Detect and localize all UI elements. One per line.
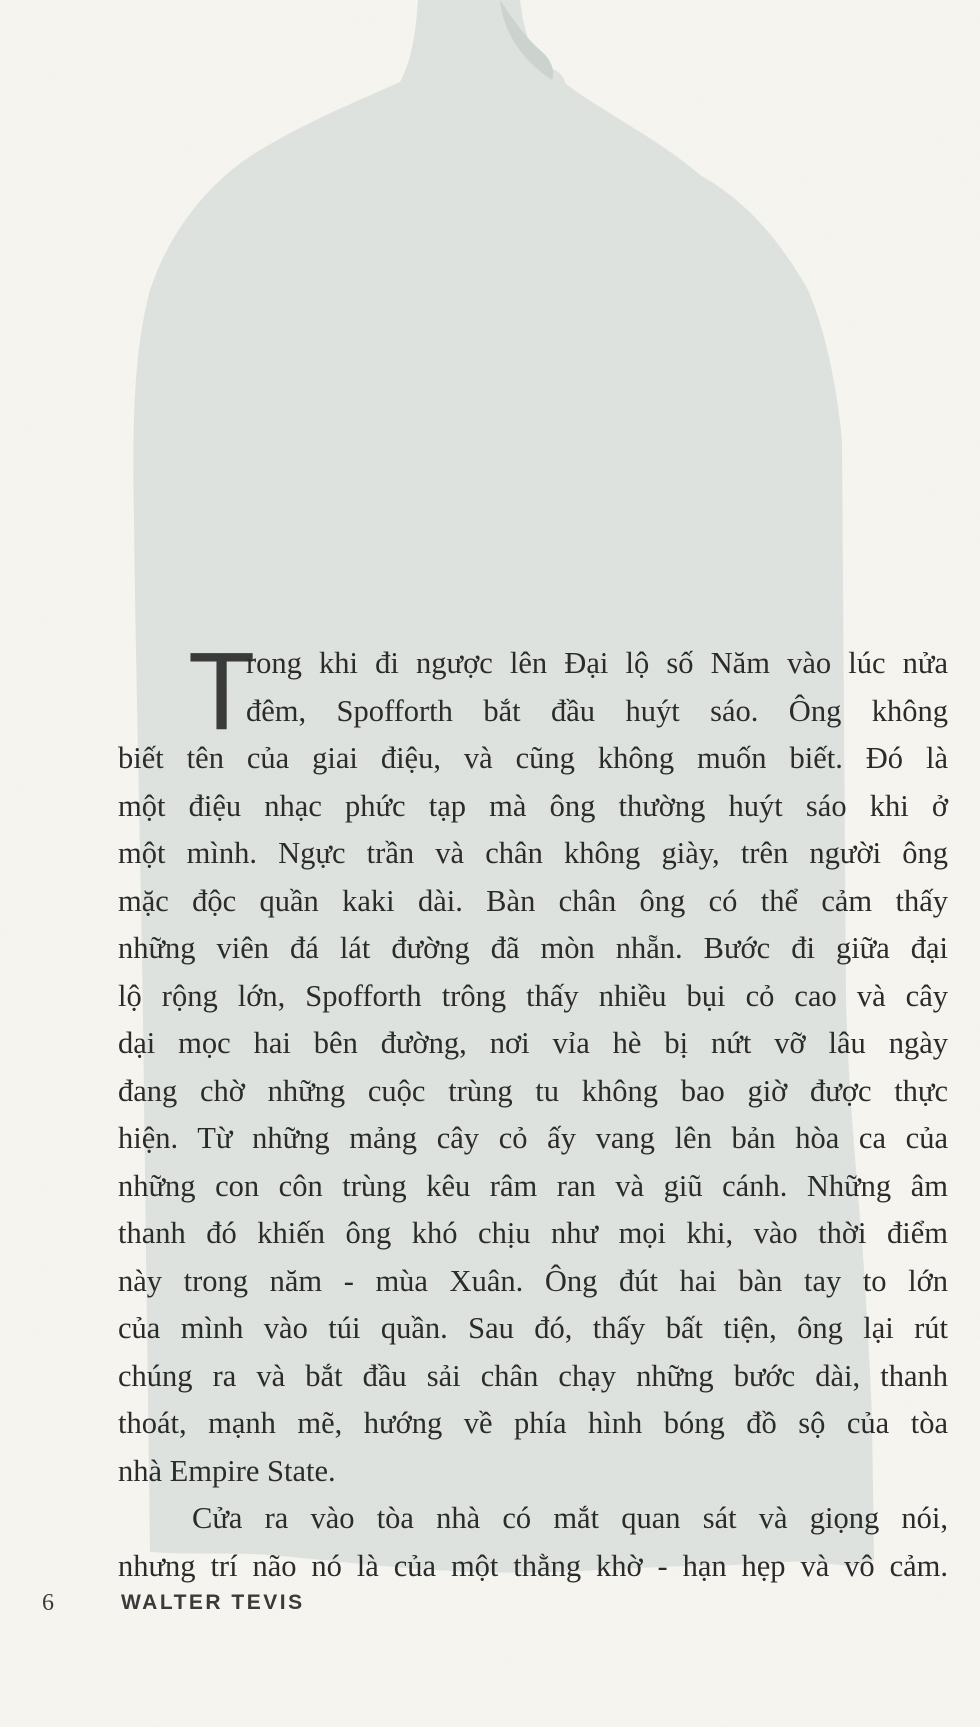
text-line: hiện. Từ những mảng cây cỏ ấy vang lên bản hòa ca của — [118, 1121, 948, 1155]
text-line: mặc độc quần kaki dài. Bàn chân ông có thể cảm thấy — [118, 883, 948, 918]
text-line: những con côn trùng kêu râm ran và giũ cánh. Những âm — [118, 1168, 948, 1203]
paragraph — [118, 640, 948, 1495]
text-line: biết tên của giai điệu, và cũng không muốn biết. Đó là — [118, 741, 948, 775]
chapter-body-text — [118, 640, 948, 1590]
text-line: dại mọc hai bên đường, nơi vỉa hè bị nứt vỡ lâu ngày — [118, 1026, 948, 1060]
text-line: một điệu nhạc phức tạp mà ông thường huýt sáo khi ở — [118, 788, 948, 823]
text-line: nhà Empire State. — [118, 1453, 336, 1488]
text-line: lộ rộng lớn, Spofforth trông thấy nhiều bụi cỏ cao và cây — [118, 978, 948, 1013]
text-line: một mình. Ngực trần và chân không giày, trên người ông — [118, 836, 948, 870]
text-line: nhưng trí não nó là của một thằng khờ - hạn hẹp và vô cảm. — [118, 1548, 948, 1583]
running-head-author: WALTER TEVIS — [121, 1591, 305, 1614]
text-line: đêm, Spofforth bắt đầu huýt sáo. Ông không — [246, 693, 948, 728]
text-line: những viên đá lát đường đã mòn nhẵn. Bước đi giữa đại — [118, 931, 948, 965]
text-line: này trong năm - mùa Xuân. Ông đút hai bàn tay to lớn — [118, 1263, 948, 1298]
text-line: rong khi đi ngược lên Đại lộ số Năm vào lúc nửa — [246, 646, 948, 680]
text-line: chúng ra và bắt đầu sải chân chạy những bước dài, thanh — [118, 1358, 948, 1393]
paragraph — [118, 1495, 948, 1590]
drop-cap: T — [188, 630, 256, 753]
page-footer — [0, 1590, 980, 1630]
page-number: 6 — [42, 1590, 54, 1616]
text-line: thoát, mạnh mẽ, hướng về phía hình bóng đồ sộ của tòa — [118, 1406, 948, 1440]
text-line: đang chờ những cuộc trùng tu không bao giờ được thực — [118, 1073, 948, 1108]
text-line: của mình vào túi quần. Sau đó, thấy bất tiện, ông lại rút — [118, 1311, 948, 1345]
text-line: Cửa ra vào tòa nhà có mắt quan sát và giọng nói, — [192, 1501, 948, 1535]
text-line: thanh đó khiến ông khó chịu như mọi khi, vào thời điểm — [118, 1216, 948, 1250]
